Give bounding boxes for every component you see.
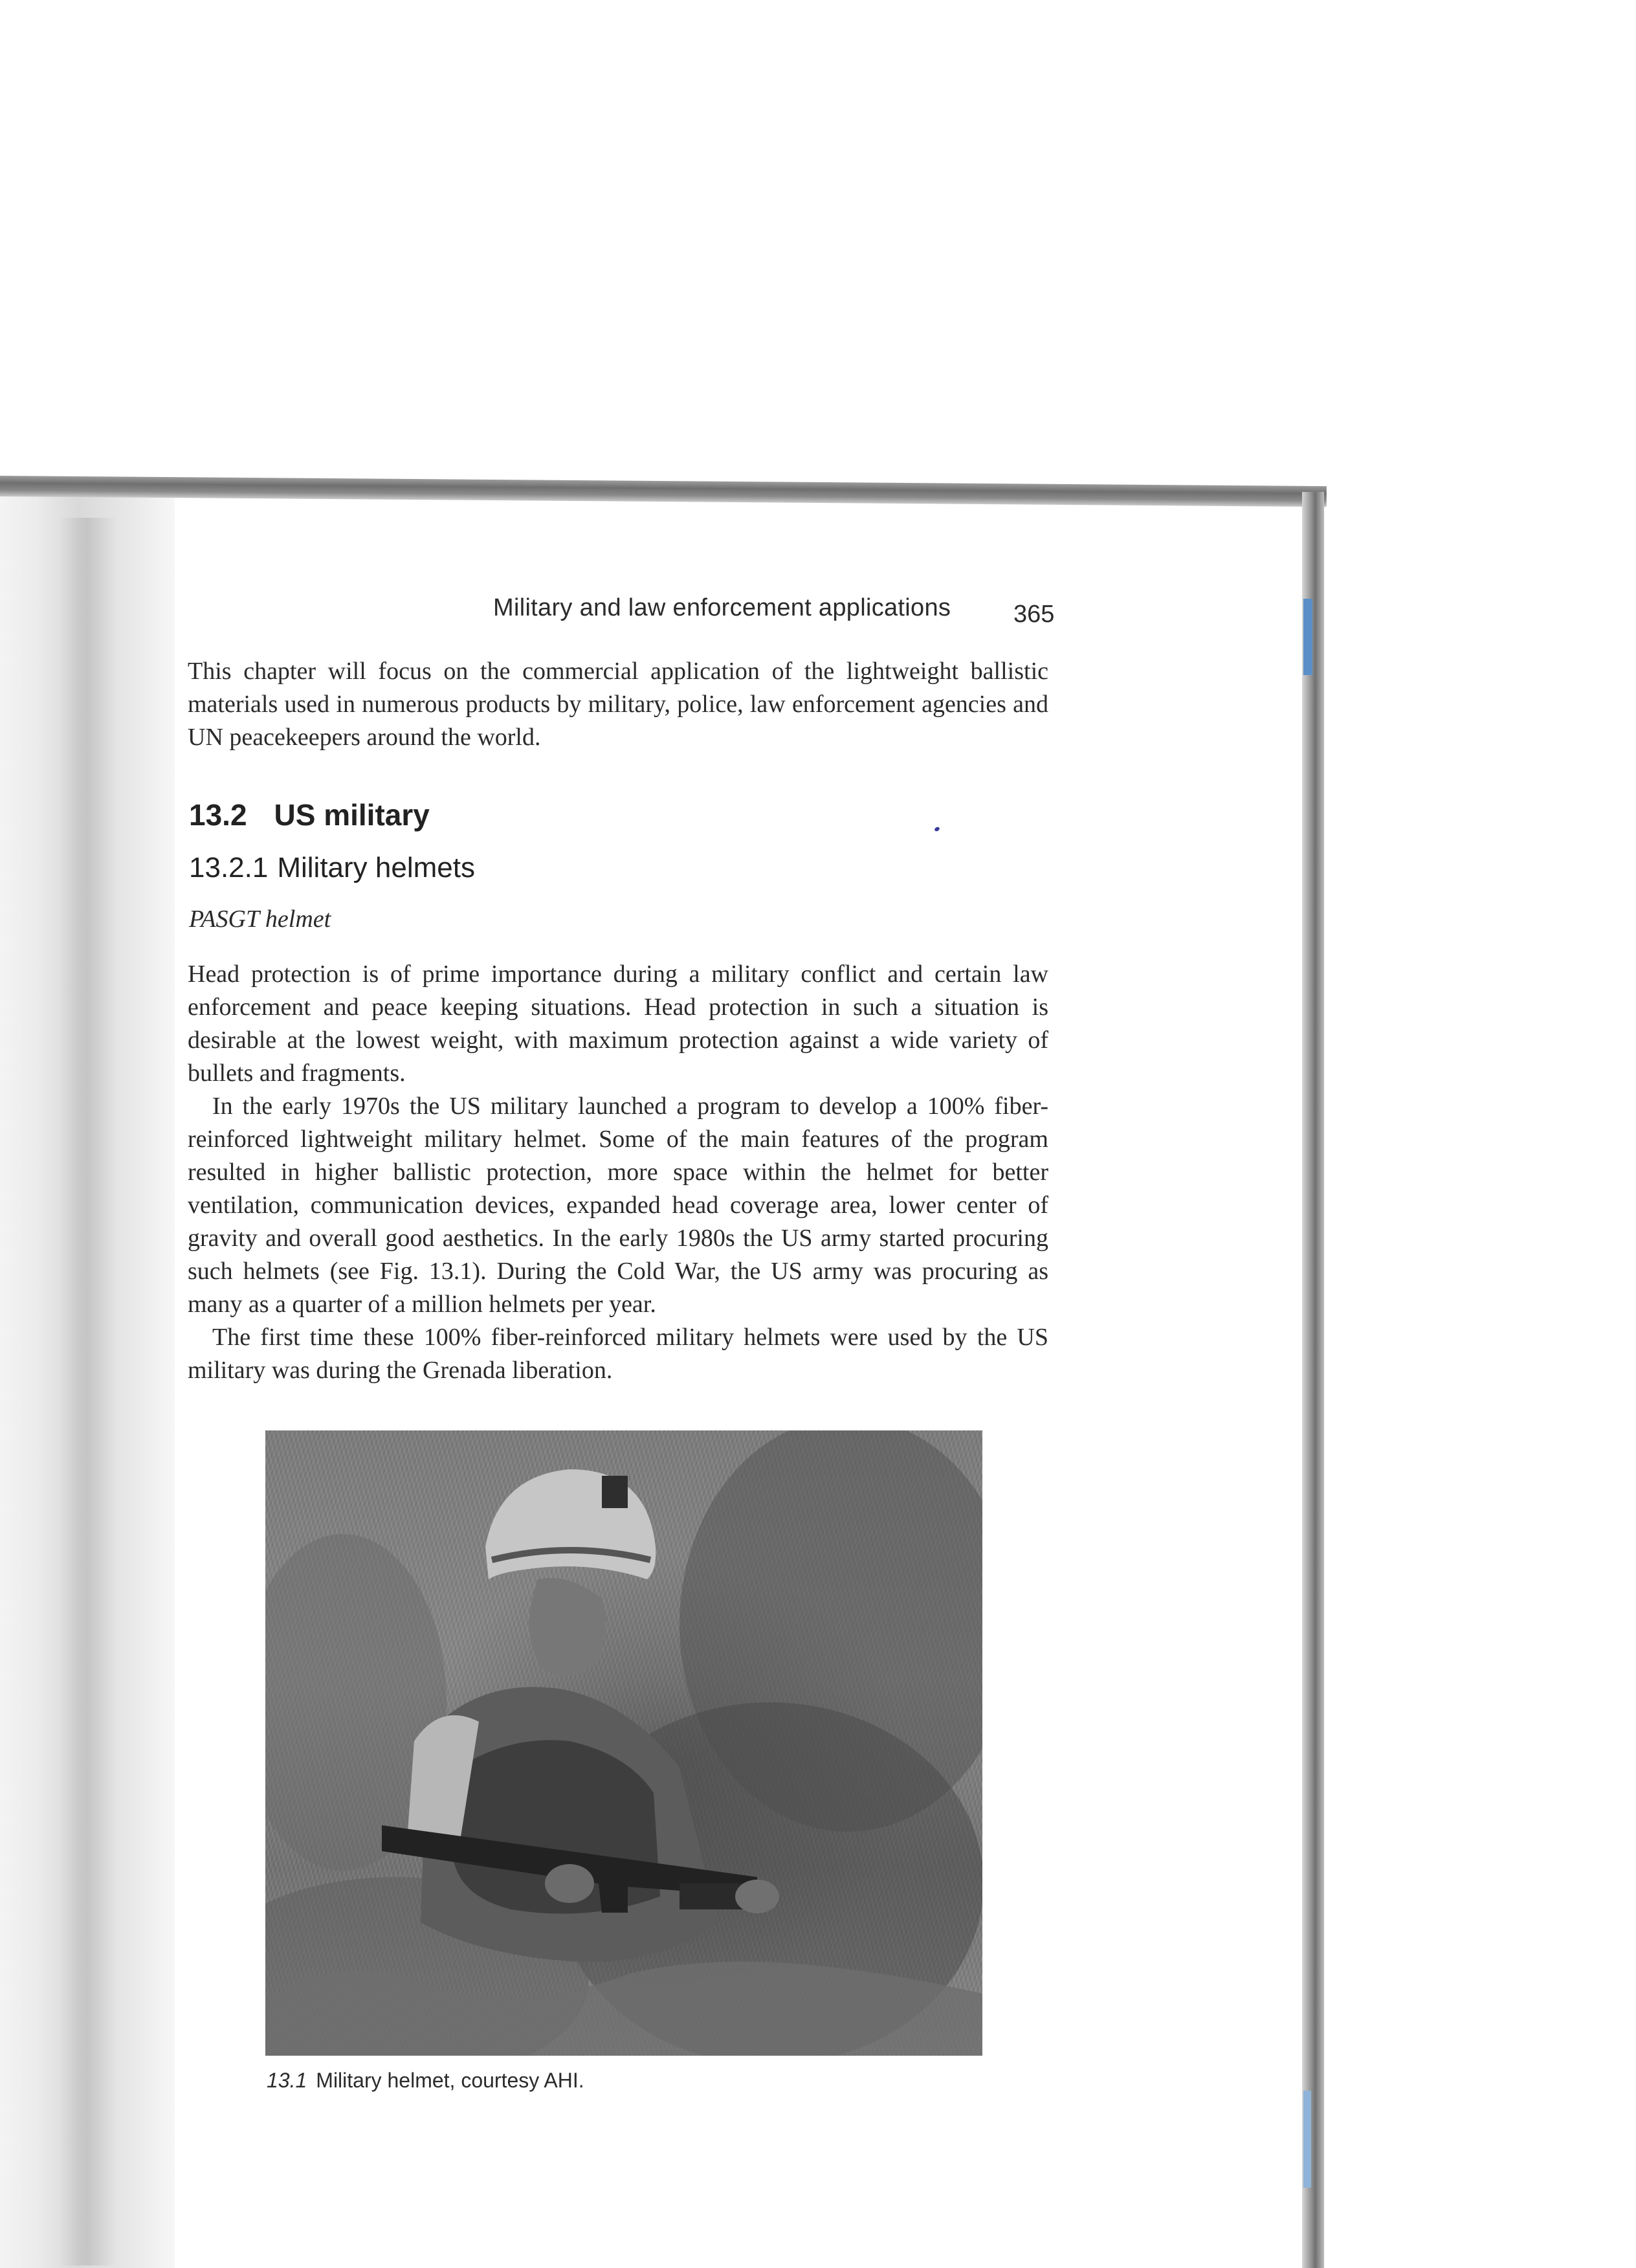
ink-speck — [934, 826, 940, 832]
figure-caption-text: Military helmet, courtesy AHI. — [316, 2069, 584, 2092]
subsubsection-heading: PASGT helmet — [189, 906, 331, 933]
section-number: 13.2 — [189, 798, 247, 832]
paragraph-2: In the early 1970s the US military launched a program to develop a 100% fiber-reinforced lightweight military helmet. Some of the main features of the program resulted in higher ballistic protection, more space within the helmet for better ventilation, communication devices, expanded head coverage area, lower center of gravity and overall good aesthetics. In the early 1980s the US army started procuring such helmets (see Fig. 13.1). During the Cold War, the US army was procuring as many as a quarter of a million helmets per year. — [188, 1093, 1048, 1318]
paragraph-1: Head protection is of prime importance during a military conflict and certain law enforcement and peace keeping situations. Head protection in such a situation is desirable at the lowest weight, with maximum protection against a wide variety of bullets and fragments. — [188, 961, 1048, 1087]
paragraph-3: The first time these 100% fiber-reinforced military helmets were used by the US military was during the Grenada liberation. — [188, 1324, 1048, 1384]
intro-paragraph — [188, 655, 1048, 754]
gutter-shadow-band — [58, 518, 116, 2265]
section-heading — [189, 797, 430, 832]
intro-text: This chapter will focus on the commercial application of the lightweight ballistic materials used in numerous products by military, police, law enforcement agencies and UN peacekeepers around the world. — [188, 658, 1048, 751]
body-text — [188, 958, 1048, 1387]
book-cover-top-edge — [0, 476, 1327, 507]
figure-photo-soldier — [265, 1430, 982, 2056]
subsection-title: Military helmets — [277, 852, 475, 884]
page-number: 365 — [1013, 601, 1055, 628]
section-title: US military — [274, 798, 430, 832]
blue-edge-marker-lower — [1303, 2091, 1311, 2188]
photo-illustration — [265, 1430, 982, 2056]
figure-number: 13.1 — [267, 2069, 307, 2092]
subsection-heading — [189, 852, 475, 884]
subsection-number: 13.2.1 — [189, 852, 269, 884]
running-head-title: Military and law enforcement applications — [493, 594, 951, 621]
figure-caption — [267, 2069, 584, 2093]
blue-edge-marker — [1303, 599, 1312, 675]
book-cover-right-edge — [1302, 492, 1324, 2268]
